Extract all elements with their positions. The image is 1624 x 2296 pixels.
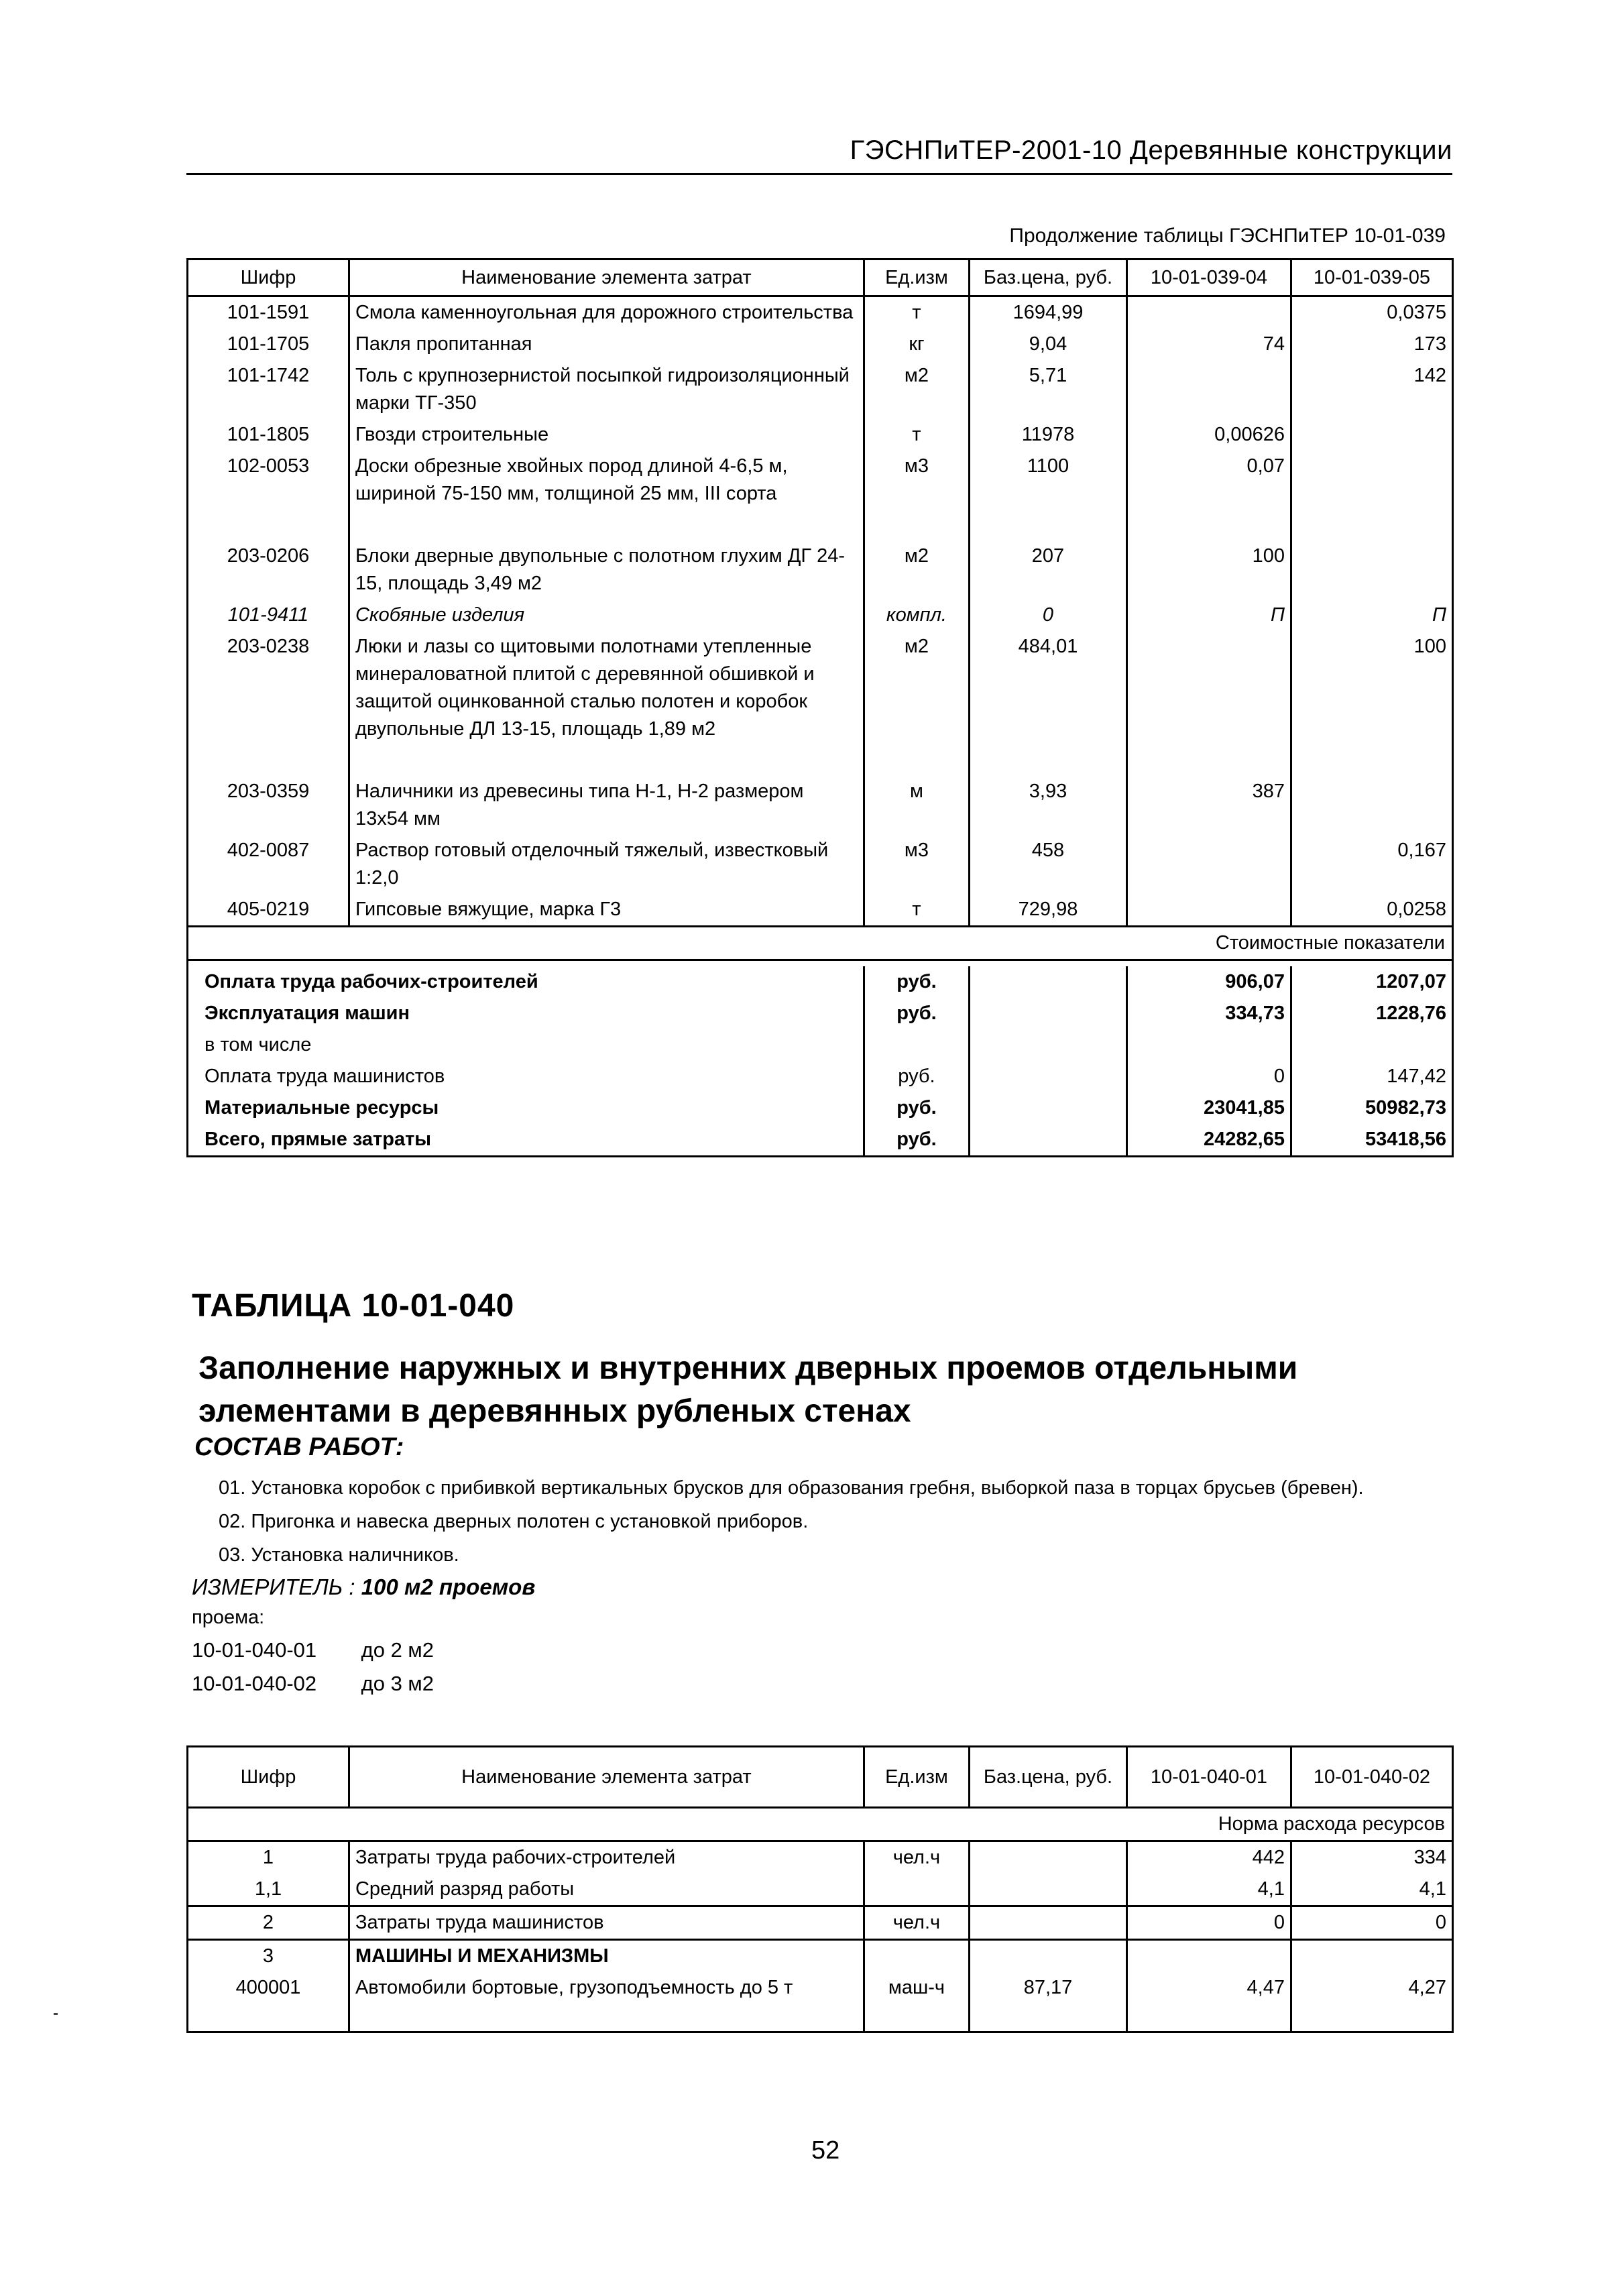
value-cell-1: 0,00626	[1126, 419, 1291, 451]
code-cell: 101-9411	[188, 599, 349, 631]
unit-cell: чел.ч	[864, 1906, 969, 1940]
code-cell: 400001	[188, 1972, 349, 2032]
name-cell: Наличники из древесины типа Н-1, Н-2 размером 13x54 мм	[349, 776, 864, 835]
total-row	[188, 1124, 1453, 1157]
unit-cell	[864, 1940, 969, 1973]
total-value-2: 1207,07	[1291, 966, 1452, 998]
table-title: ТАБЛИЦА 10-01-040	[192, 1288, 515, 1324]
table-row	[188, 1972, 1453, 2032]
page-number: 52	[811, 2136, 840, 2165]
value-cell-1	[1126, 360, 1291, 419]
value-cell-2: 0,167	[1291, 835, 1452, 894]
price-cell: 1694,99	[970, 296, 1127, 329]
total-value-1: 24282,65	[1126, 1124, 1291, 1157]
value-cell-1: 0	[1126, 1906, 1291, 1940]
name-cell: Гвозди строительные	[349, 419, 864, 451]
total-label: Оплата труда машинистов	[205, 1066, 445, 1087]
column-header: 10-01-039-04	[1126, 260, 1291, 296]
composition-heading: СОСТАВ РАБОТ:	[194, 1433, 404, 1461]
value-cell-1: 0,07	[1126, 451, 1291, 510]
column-header: Шифр	[188, 260, 349, 296]
value-cell-1: 4,1	[1126, 1874, 1291, 1906]
cost-indicators-row	[188, 927, 1453, 960]
code-cell: 101-1705	[188, 329, 349, 360]
value-cell-1	[1126, 894, 1291, 927]
table-row	[188, 1841, 1453, 1874]
name-cell: МАШИНЫ И МЕХАНИЗМЫ	[349, 1940, 864, 1973]
name-cell: Автомобили бортовые, грузоподъемность до 5 т	[349, 1972, 864, 2032]
unit-cell: т	[864, 419, 969, 451]
norm-label: Норма расхода ресурсов	[188, 1808, 1453, 1841]
name-cell: Люки и лазы со щитовыми полотнами утепленные минераловатной плитой с деревянной обшивкой и защитой оцинкованной сталью полотен и коробок двупольные ДЛ 13-15, площадь 1,89 м2	[349, 631, 864, 745]
price-cell: 207	[970, 540, 1127, 599]
column-header: 10-01-039-05	[1291, 260, 1452, 296]
name-cell: Средний разряд работы	[349, 1874, 864, 1906]
value-cell-2: 0	[1291, 1906, 1452, 1940]
value-cell-1	[1126, 296, 1291, 329]
value-cell-1	[1126, 835, 1291, 894]
table-row	[188, 1940, 1453, 1973]
price-cell: 3,93	[970, 776, 1127, 835]
name-cell: Блоки дверные двупольные с полотном глухим ДГ 24-15, площадь 3,49 м2	[349, 540, 864, 599]
total-value-2: 147,42	[1291, 1061, 1452, 1092]
unit-cell: маш-ч	[864, 1972, 969, 2032]
unit-cell: м	[864, 776, 969, 835]
unit-cell: м3	[864, 835, 969, 894]
total-row	[188, 1029, 1453, 1061]
unit-cell: м2	[864, 540, 969, 599]
total-value-1: 906,07	[1126, 966, 1291, 998]
value-cell-2	[1291, 419, 1452, 451]
code-cell: 3	[188, 1940, 349, 1973]
column-header: Баз.цена, руб.	[970, 1747, 1127, 1808]
column-header: Ед.изм	[864, 260, 969, 296]
unit-cell: компл.	[864, 599, 969, 631]
code-cell: 101-1805	[188, 419, 349, 451]
total-value-2: 53418,56	[1291, 1124, 1452, 1157]
value-cell-2	[1291, 451, 1452, 510]
spacer-row	[188, 745, 1453, 776]
total-row	[188, 998, 1453, 1029]
value-cell-2: 334	[1291, 1841, 1452, 1874]
table-header-row	[188, 260, 1453, 296]
variant-code: 10-01-040-02	[192, 1672, 317, 1695]
column-header: Шифр	[188, 1747, 349, 1808]
opening-label: проема:	[192, 1607, 265, 1628]
code-cell: 102-0053	[188, 451, 349, 510]
meter-line	[192, 1574, 1446, 1600]
total-value-1	[1126, 1029, 1291, 1061]
name-cell: Гипсовые вяжущие, марка Г3	[349, 894, 864, 927]
total-unit	[864, 1029, 969, 1061]
table-row	[188, 631, 1453, 745]
code-cell: 203-0359	[188, 776, 349, 835]
header-rule	[186, 173, 1452, 175]
total-row	[188, 1061, 1453, 1092]
name-cell: Смола каменноугольная для дорожного строительства	[349, 296, 864, 329]
column-header: Наименование элемента затрат	[349, 260, 864, 296]
unit-cell	[864, 1874, 969, 1906]
value-cell-1: П	[1126, 599, 1291, 631]
unit-cell: м2	[864, 360, 969, 419]
total-label: Материальные ресурсы	[205, 1097, 439, 1118]
unit-cell: кг	[864, 329, 969, 360]
column-header: Баз.цена, руб.	[970, 260, 1127, 296]
unit-cell: т	[864, 296, 969, 329]
name-cell: Раствор готовый отделочный тяжелый, известковый 1:2,0	[349, 835, 864, 894]
name-cell: Затраты труда машинистов	[349, 1906, 864, 1940]
table-row	[188, 1874, 1453, 1906]
total-unit: руб.	[864, 1061, 969, 1092]
code-cell: 101-1742	[188, 360, 349, 419]
total-unit: руб.	[864, 1124, 969, 1157]
total-unit: руб.	[864, 1092, 969, 1124]
code-cell: 1	[188, 1841, 349, 1874]
name-cell: Скобяные изделия	[349, 599, 864, 631]
table-row	[188, 329, 1453, 360]
value-cell-2: П	[1291, 599, 1452, 631]
code-cell: 1,1	[188, 1874, 349, 1906]
value-cell-2	[1291, 776, 1452, 835]
table-row	[188, 419, 1453, 451]
price-cell: 11978	[970, 419, 1127, 451]
table-row	[188, 835, 1453, 894]
total-label: в том числе	[205, 1034, 312, 1055]
value-cell-2: 142	[1291, 360, 1452, 419]
table-row	[188, 296, 1453, 329]
code-cell: 2	[188, 1906, 349, 1940]
total-label: Оплата труда рабочих-строителей	[205, 971, 538, 992]
resource-table-10-01-039	[186, 258, 1454, 1157]
value-cell-1: 442	[1126, 1841, 1291, 1874]
value-cell-1: 387	[1126, 776, 1291, 835]
code-cell: 405-0219	[188, 894, 349, 927]
code-cell: 101-1591	[188, 296, 349, 329]
section-block	[192, 1287, 1446, 1705]
price-cell	[970, 1906, 1127, 1940]
value-cell-2: 4,1	[1291, 1874, 1452, 1906]
price-cell: 5,71	[970, 360, 1127, 419]
price-cell: 9,04	[970, 329, 1127, 360]
table-row	[188, 894, 1453, 927]
table-row	[188, 599, 1453, 631]
value-cell-1: 100	[1126, 540, 1291, 599]
value-cell-2: 0,0375	[1291, 296, 1452, 329]
variants-list	[192, 1638, 1446, 1705]
column-header: 10-01-040-02	[1291, 1747, 1452, 1808]
value-cell-2: 4,27	[1291, 1972, 1452, 2032]
variant-row	[192, 1638, 1446, 1672]
meter-label: ИЗМЕРИТЕЛЬ :	[192, 1574, 355, 1599]
running-header: ГЭСНПиТЕР-2001-10 Деревянные конструкции	[850, 135, 1452, 165]
scan-artifact	[54, 2013, 58, 2015]
variant-row	[192, 1672, 1446, 1705]
unit-cell: чел.ч	[864, 1841, 969, 1874]
value-cell-1: 74	[1126, 329, 1291, 360]
cost-indicators-label: Стоимостные показатели	[188, 927, 1453, 960]
column-header: Наименование элемента затрат	[349, 1747, 864, 1808]
price-cell: 484,01	[970, 631, 1127, 745]
value-cell-2: 0,0258	[1291, 894, 1452, 927]
separator-row	[188, 960, 1453, 967]
unit-cell: м3	[864, 451, 969, 510]
meter-value: 100 м2 проемов	[361, 1574, 536, 1599]
norm-row	[188, 1808, 1453, 1841]
table-row	[188, 776, 1453, 835]
price-cell: 87,17	[970, 1972, 1127, 2032]
value-cell-2	[1291, 1940, 1452, 1973]
total-value-1: 0	[1126, 1061, 1291, 1092]
name-cell: Толь с крупнозернистой посыпкой гидроизоляционный марки ТГ-350	[349, 360, 864, 419]
unit-cell: м2	[864, 631, 969, 745]
price-cell	[970, 1874, 1127, 1906]
price-cell: 729,98	[970, 894, 1127, 927]
value-cell-2	[1291, 540, 1452, 599]
value-cell-2: 173	[1291, 329, 1452, 360]
work-step: 01. Установка коробок с прибивкой вертикальных брусков для образования гребня, выборкой паза в торцах брусьев (бревен).	[219, 1477, 1364, 1499]
section-subtitle: Заполнение наружных и внутренних дверных проемов отдельными элементами в деревянных рубленых стенах	[198, 1351, 1298, 1429]
total-row	[188, 1092, 1453, 1124]
name-cell: Доски обрезные хвойных пород длиной 4-6,5 м, шириной 75-150 мм, толщиной 25 мм, III сорта	[349, 451, 864, 510]
total-value-1: 334,73	[1126, 998, 1291, 1029]
code-cell: 203-0206	[188, 540, 349, 599]
code-cell: 203-0238	[188, 631, 349, 745]
name-cell: Затраты труда рабочих-строителей	[349, 1841, 864, 1874]
total-value-2: 1228,76	[1291, 998, 1452, 1029]
table-continuation-label: Продолжение таблицы ГЭСНПиТЕР 10-01-039	[1009, 225, 1446, 247]
value-cell-1	[1126, 631, 1291, 745]
variant-desc: до 2 м2	[361, 1638, 434, 1662]
total-label: Всего, прямые затраты	[205, 1129, 432, 1150]
table-row	[188, 451, 1453, 510]
table-row	[188, 540, 1453, 599]
column-header: 10-01-040-01	[1126, 1747, 1291, 1808]
variant-code: 10-01-040-01	[192, 1638, 317, 1662]
spacer-row	[188, 510, 1453, 540]
total-value-2	[1291, 1029, 1452, 1061]
table-row	[188, 1906, 1453, 1940]
price-cell: 0	[970, 599, 1127, 631]
total-value-2: 50982,73	[1291, 1092, 1452, 1124]
table-header-row	[188, 1747, 1453, 1808]
column-header: Ед.изм	[864, 1747, 969, 1808]
total-label: Эксплуатация машин	[205, 1002, 410, 1024]
total-unit: руб.	[864, 998, 969, 1029]
table-row	[188, 360, 1453, 419]
name-cell: Пакля пропитанная	[349, 329, 864, 360]
code-cell: 402-0087	[188, 835, 349, 894]
work-steps	[192, 1474, 1446, 1569]
total-value-1: 23041,85	[1126, 1092, 1291, 1124]
variant-desc: до 3 м2	[361, 1672, 434, 1695]
value-cell-1: 4,47	[1126, 1972, 1291, 2032]
total-row	[188, 966, 1453, 998]
value-cell-2: 100	[1291, 631, 1452, 745]
price-cell: 458	[970, 835, 1127, 894]
resource-table-10-01-040	[186, 1745, 1454, 2033]
value-cell-1	[1126, 1940, 1291, 1973]
price-cell: 1100	[970, 451, 1127, 510]
unit-cell: т	[864, 894, 969, 927]
price-cell	[970, 1841, 1127, 1874]
work-step: 03. Установка наличников.	[219, 1544, 459, 1566]
total-unit: руб.	[864, 966, 969, 998]
work-step: 02. Пригонка и навеска дверных полотен с установкой приборов.	[219, 1511, 809, 1532]
price-cell	[970, 1940, 1127, 1973]
